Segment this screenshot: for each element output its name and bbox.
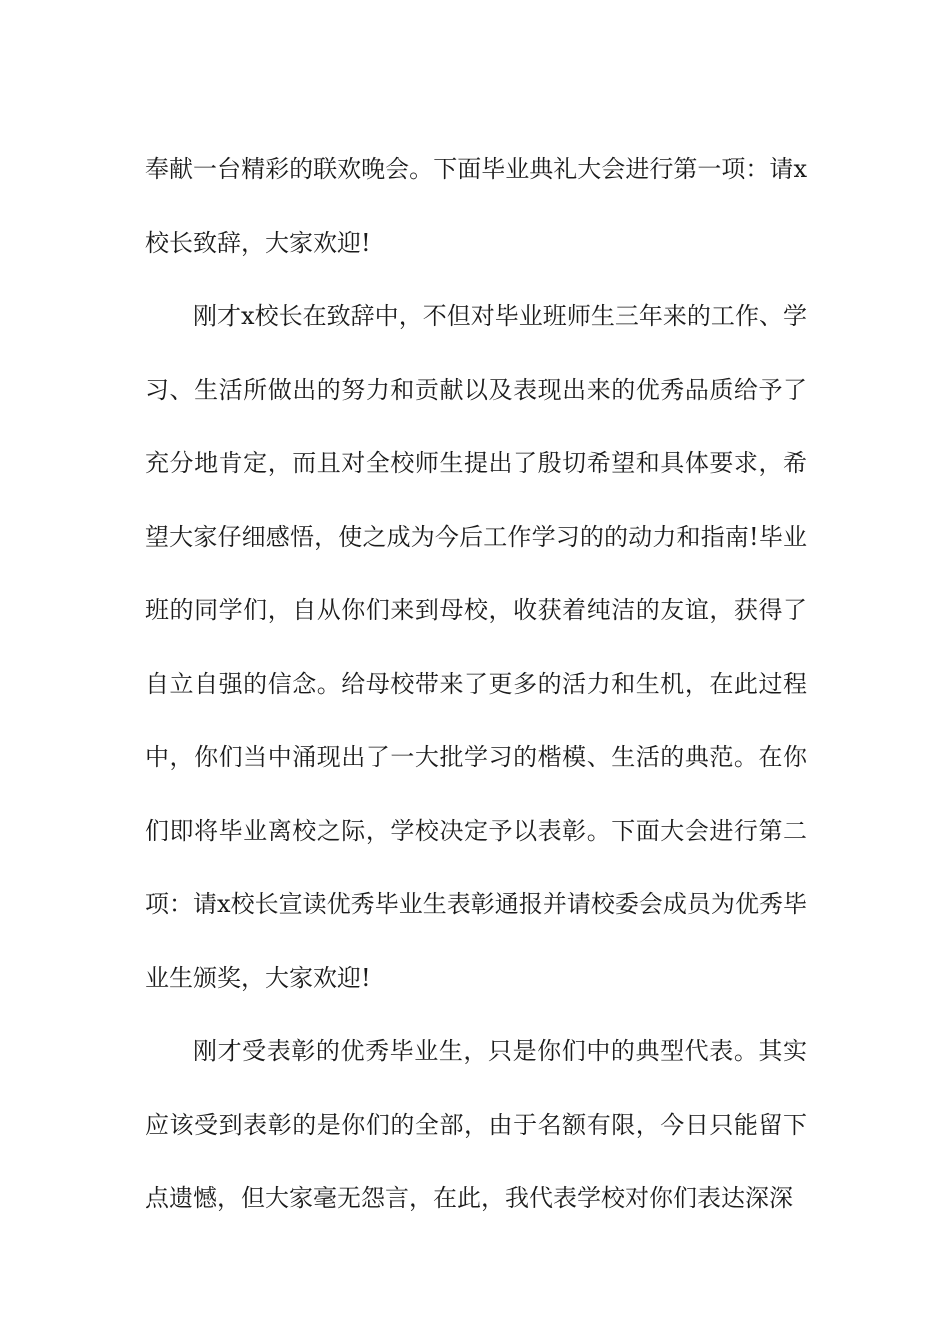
- document-body: [145, 133, 807, 1236]
- paragraph-1: 奉献一台精彩的联欢晚会。下面毕业典礼大会进行第一项：请x校长致辞，大家欢迎!: [145, 155, 807, 257]
- paragraph-2: 刚才x校长在致辞中，不但对毕业班师生三年来的工作、学习、生活所做出的努力和贡献以及表现出来的优秀品质给予了充分地肯定，而且对全校师生提出了殷切希望和具体要求，希望大家仔细感悟，使之成为今后工作学习的的动力和指南!毕业班的同学们，自从你们来到母校，收获着纯洁的友谊，获得了自立自强的信念。给母校带来了更多的活力和生机，在此过程中，你们当中涌现出了一大批学习的楷模、生活的典范。在你们即将毕业离校之际，学校决定予以表彰。下面大会进行第二项：请x校长宣读优秀毕业生表彰通报并请校委会成员为优秀毕业生颁奖，大家欢迎!: [145, 302, 807, 992]
- paragraph-3: 刚才受表彰的优秀毕业生，只是你们中的典型代表。其实应该受到表彰的是你们的全部，由于名额有限，今日只能留下点遗憾，但大家毫无怨言，在此，我代表学校对你们表达深深: [145, 1037, 807, 1212]
